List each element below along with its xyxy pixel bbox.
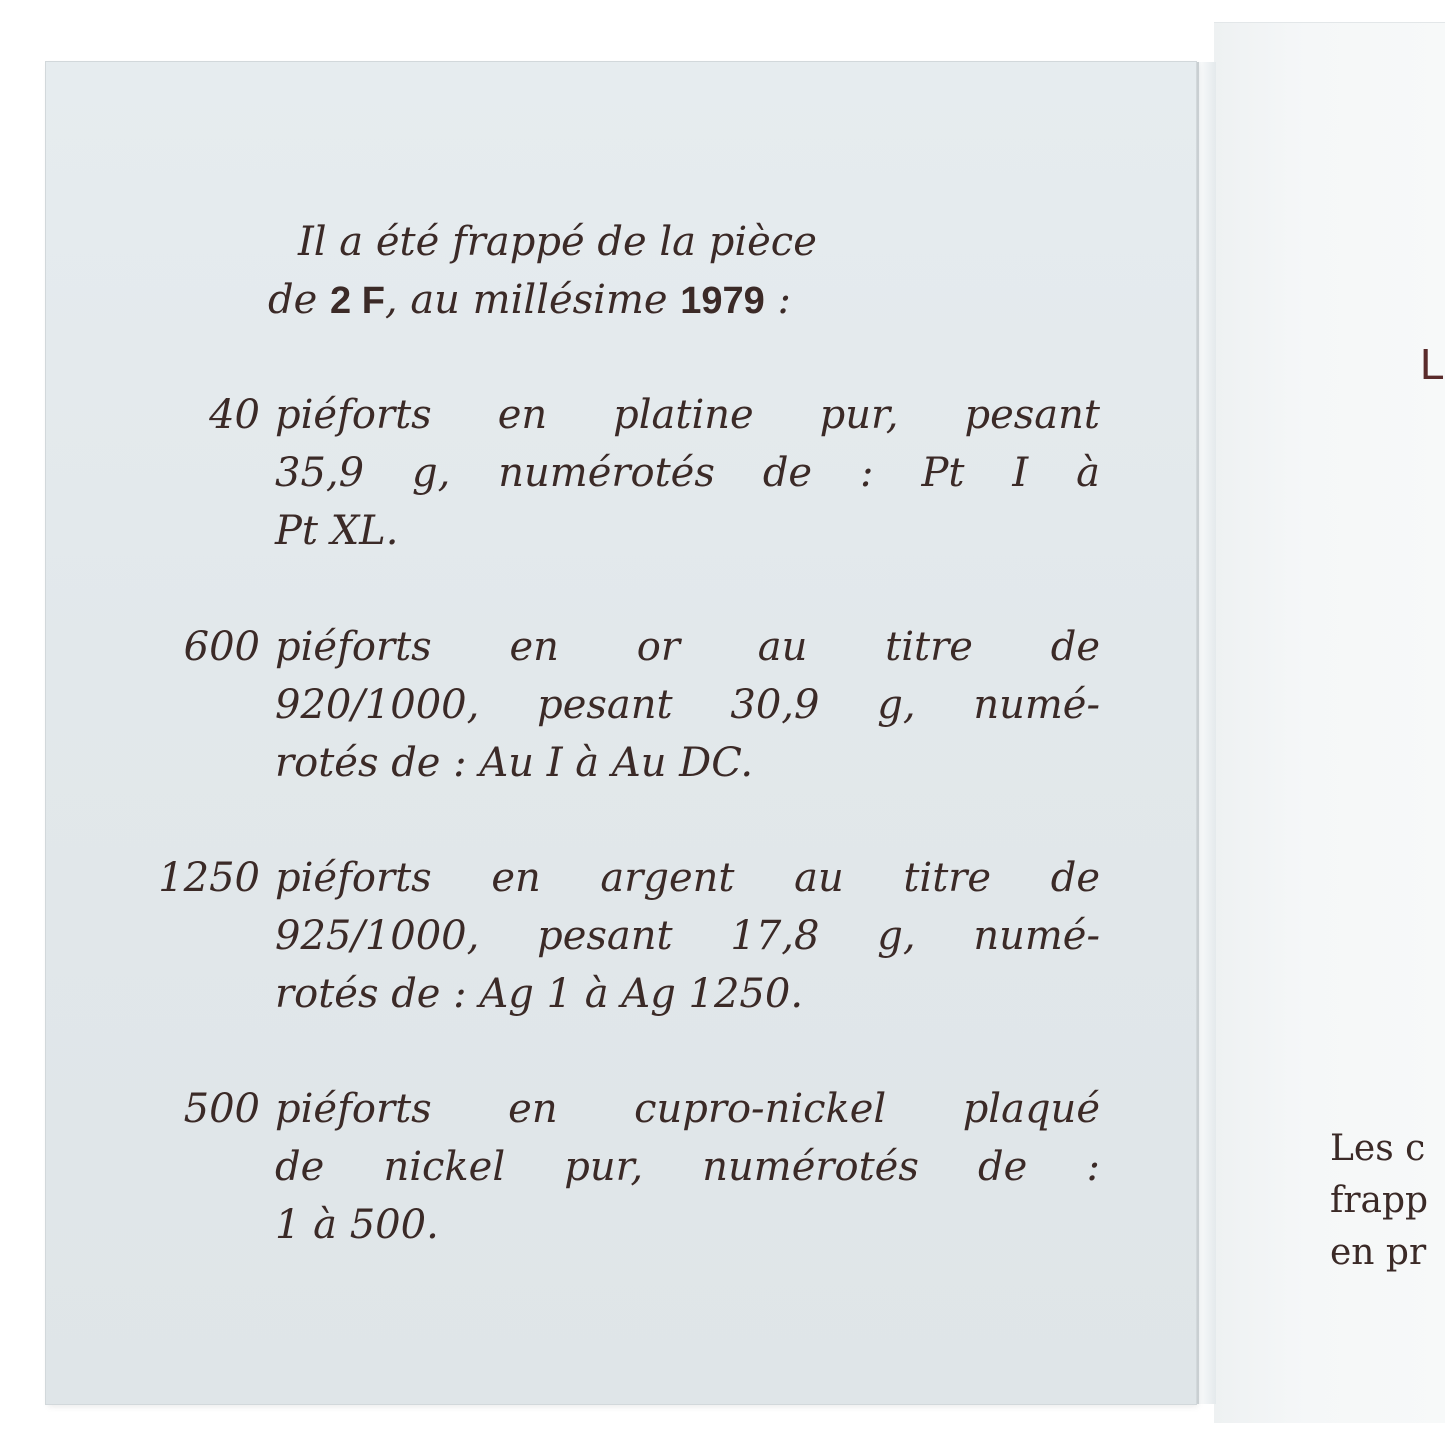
- heading-line-1: Il a été frappé de la pièce: [298, 219, 817, 265]
- right-page-title-fragment: L: [1420, 340, 1445, 389]
- entry-line: rotés de : Ag 1 à Ag 1250.: [275, 971, 804, 1017]
- entry-line: piéforts en or au titre de: [275, 624, 1100, 670]
- entry-line: piéforts en argent au titre de: [275, 855, 1100, 901]
- entry-line: 35,9 g, numérotés de : Pt I à: [275, 450, 1100, 496]
- entry-line: rotés de : Au I à Au DC.: [275, 740, 754, 786]
- heading-line-2-suffix: :: [764, 277, 792, 323]
- entry-quantity: 600: [183, 624, 260, 670]
- entry-description: [275, 618, 1100, 792]
- entry-quantity: 1250: [158, 855, 260, 901]
- right-page-text-fragment: frapp: [1330, 1180, 1429, 1221]
- entry-quantity: 40: [209, 392, 260, 438]
- right-page-text-fragment: en pr: [1330, 1232, 1427, 1273]
- heading-line-2: [268, 277, 791, 323]
- entry-line: Pt XL.: [275, 508, 399, 554]
- right-page-text-fragment: Les c: [1330, 1128, 1426, 1169]
- entry-line: piéforts en cupro-nickel plaqué: [275, 1086, 1100, 1132]
- page-heading: [268, 213, 988, 330]
- entry-description: [275, 386, 1100, 560]
- entry-line: 925/1000, pesant 17,8 g, numé-: [275, 913, 1100, 959]
- heading-line-2-middle: , au millésime: [384, 277, 681, 323]
- entry-description: [275, 849, 1100, 1023]
- entry-line: de nickel pur, numérotés de :: [275, 1144, 1100, 1190]
- entry-line: 920/1000, pesant 30,9 g, numé-: [275, 682, 1100, 728]
- spine-crease: [1197, 62, 1199, 1404]
- entry-quantity: 500: [183, 1086, 260, 1132]
- heading-line-2-prefix: de: [268, 277, 330, 323]
- entry-line: piéforts en platine pur, pesant: [275, 392, 1100, 438]
- entry-line: 1 à 500.: [275, 1202, 439, 1248]
- denomination: 2 F: [330, 280, 385, 322]
- entry-description: [275, 1080, 1100, 1254]
- year: 1979: [680, 280, 765, 322]
